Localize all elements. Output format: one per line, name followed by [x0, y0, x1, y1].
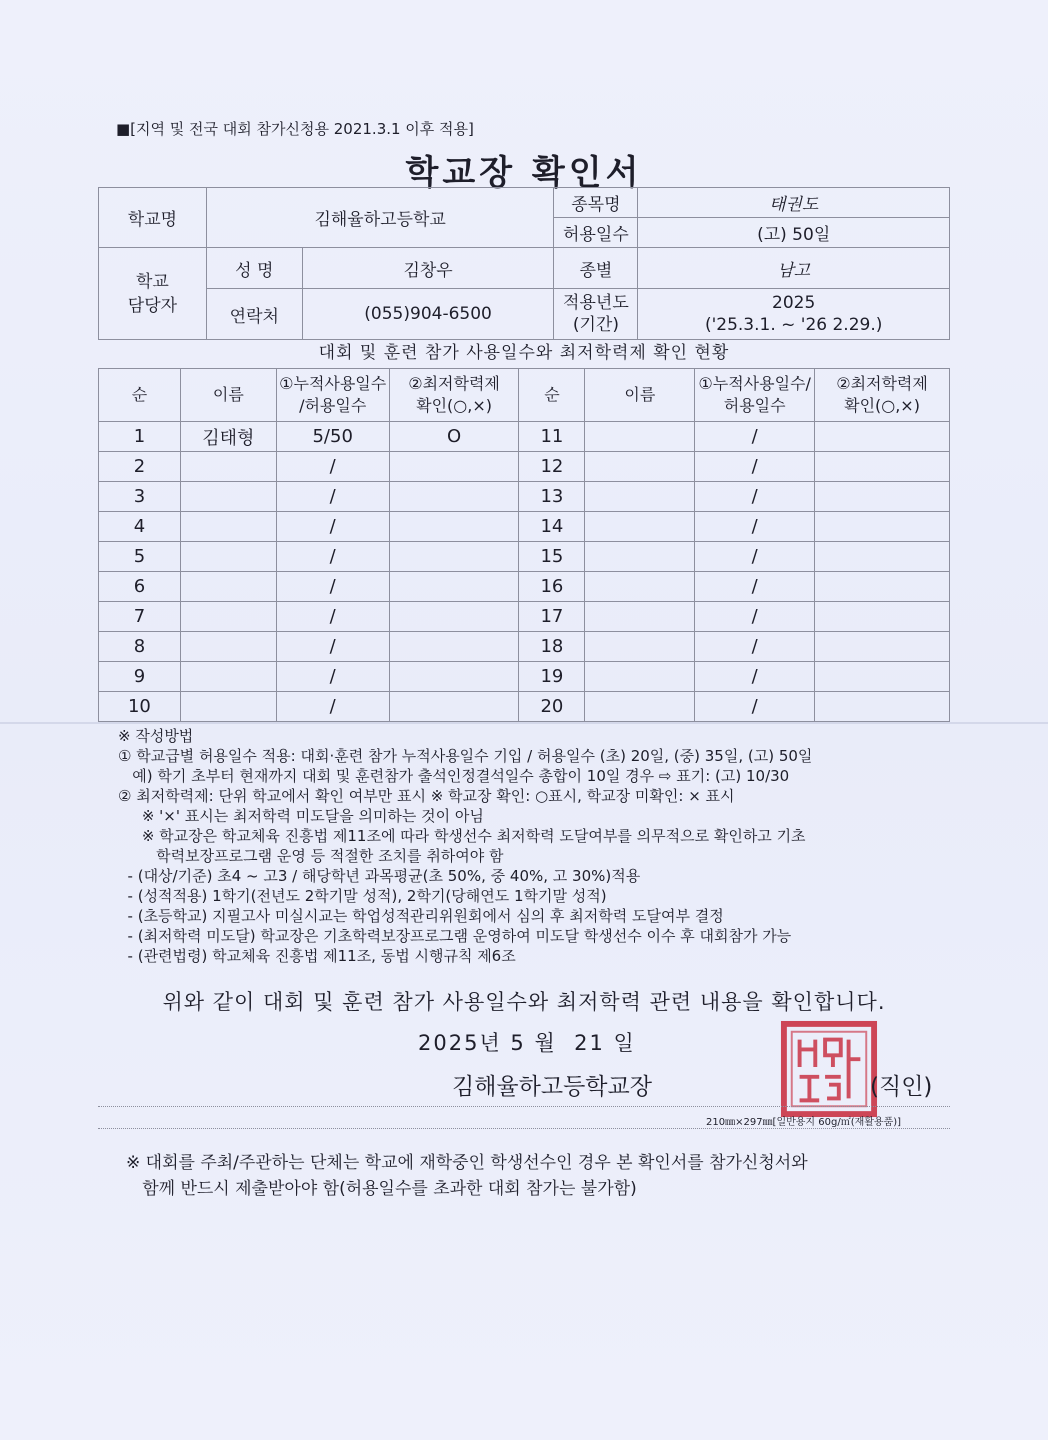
row-check	[389, 452, 519, 482]
row-days: /	[695, 692, 815, 722]
row-days: /	[276, 512, 389, 542]
row-name	[585, 572, 695, 602]
official-seal-stamp	[780, 1020, 878, 1118]
row-check	[389, 662, 519, 692]
row-check	[815, 692, 950, 722]
notes-block	[118, 726, 812, 966]
row-no: 8	[99, 632, 181, 662]
header-check: ②최저학력제 확인(○,×)	[815, 369, 950, 422]
principal-name: 김해율하고등학교장	[452, 1074, 652, 1100]
row-check	[389, 692, 519, 722]
contact-value: (055)904-6500	[302, 289, 554, 340]
row-name	[585, 482, 695, 512]
row-days: /	[276, 572, 389, 602]
row-no: 1	[99, 422, 181, 452]
note-line: 예) 학기 초부터 현재까지 대회 및 훈련참가 출석인정결석일수 총합이 10일 경우 ⇨ 표기: (고) 10/30	[118, 767, 790, 785]
row-no: 15	[519, 542, 585, 572]
row-check	[815, 572, 950, 602]
school-name: 김해율하고등학교	[206, 188, 554, 248]
row-check	[815, 632, 950, 662]
table-row	[99, 512, 950, 542]
row-days: /	[695, 542, 815, 572]
category-value: 남고	[638, 248, 950, 289]
row-check	[389, 482, 519, 512]
row-name	[585, 452, 695, 482]
row-name	[585, 422, 695, 452]
seal-label: (직인)	[870, 1074, 933, 1100]
category-label: 종별	[554, 248, 638, 289]
row-days: /	[695, 602, 815, 632]
row-name: 김태형	[180, 422, 276, 452]
row-days: /	[695, 422, 815, 452]
row-no: 7	[99, 602, 181, 632]
row-days: /	[695, 572, 815, 602]
table-row	[99, 572, 950, 602]
row-name	[180, 692, 276, 722]
allowed-days-label: 허용일수	[554, 218, 638, 248]
row-name	[585, 632, 695, 662]
event-label: 종목명	[554, 188, 638, 218]
manager-label: 학교 담당자	[99, 248, 207, 340]
table-row	[99, 422, 950, 452]
note-line: ① 학교급별 허용일수 적용: 대회·훈련 참가 누적사용일수 기입 / 허용일수 (초) 20일, (중) 35일, (고) 50일	[118, 747, 813, 765]
row-days: /	[695, 662, 815, 692]
row-no: 3	[99, 482, 181, 512]
row-name	[180, 662, 276, 692]
note-line: ※ 작성방법	[118, 727, 194, 745]
table-row	[99, 602, 950, 632]
header-note: ■[지역 및 전국 대회 참가신청용 2021.3.1 이후 적용]	[116, 120, 474, 138]
apply-year-label: 적용년도 (기간)	[554, 289, 638, 340]
row-name	[180, 602, 276, 632]
table-row	[99, 662, 950, 692]
row-days: /	[276, 602, 389, 632]
row-check	[815, 482, 950, 512]
row-name	[585, 662, 695, 692]
name-value: 김창우	[302, 248, 554, 289]
confirm-statement: 위와 같이 대회 및 훈련 참가 사용일수와 최저학력 관련 내용을 확인합니다.	[162, 990, 886, 1014]
footer-line: ※ 대회를 주최/주관하는 단체는 학교에 재학중인 학생선수인 경우 본 확인서를 참가신청서와	[126, 1153, 808, 1173]
row-check	[815, 452, 950, 482]
note-line: - (대상/기준) 초4 ~ 고3 / 해당학년 과목평균(초 50%, 중 40%, 고 30%)적용	[118, 867, 641, 885]
fold-line	[0, 722, 1048, 724]
row-no: 14	[519, 512, 585, 542]
row-no: 9	[99, 662, 181, 692]
row-days: /	[276, 542, 389, 572]
note-line: - (초등학교) 지필고사 미실시교는 학업성적관리위원회에서 심의 후 최저학력 도달여부 결정	[118, 907, 724, 925]
row-check	[815, 602, 950, 632]
header-days: ①누적사용일수 /허용일수	[276, 369, 389, 422]
section-title: 대회 및 훈련 참가 사용일수와 최저학력제 확인 현황	[318, 343, 730, 363]
row-no: 19	[519, 662, 585, 692]
row-days: /	[695, 632, 815, 662]
row-no: 5	[99, 542, 181, 572]
footer-line: 함께 반드시 제출받아야 함(허용일수를 초과한 대회 참가는 불가함)	[126, 1179, 637, 1199]
row-name	[180, 512, 276, 542]
event-value: 태권도	[638, 188, 950, 218]
row-no: 20	[519, 692, 585, 722]
row-check	[389, 602, 519, 632]
row-name	[585, 602, 695, 632]
note-line: - (관련법령) 학교체육 진흥법 제11조, 동법 시행규칙 제6조	[118, 947, 516, 965]
footer-notice	[126, 1150, 808, 1202]
row-name	[180, 632, 276, 662]
divider	[98, 1106, 950, 1107]
header-name: 이름	[180, 369, 276, 422]
table-row	[99, 542, 950, 572]
row-name	[180, 452, 276, 482]
note-line: - (성적적용) 1학기(전년도 2학기말 성적), 2학기(당해연도 1학기말 성적)	[118, 887, 607, 905]
row-no: 11	[519, 422, 585, 452]
row-no: 2	[99, 452, 181, 482]
row-check	[389, 632, 519, 662]
note-line: 학력보장프로그램 운영 등 적절한 조치를 취하여야 함	[118, 847, 504, 865]
row-name	[180, 482, 276, 512]
row-days: /	[695, 482, 815, 512]
header-name: 이름	[585, 369, 695, 422]
row-check	[815, 662, 950, 692]
name-label: 성 명	[206, 248, 302, 289]
row-check	[389, 572, 519, 602]
divider	[98, 1128, 950, 1129]
allowed-days-value: (고) 50일	[638, 218, 950, 248]
issue-date: 2025년 5 월 21 일	[418, 1031, 636, 1055]
table-row	[99, 632, 950, 662]
row-check	[389, 542, 519, 572]
row-name	[585, 542, 695, 572]
row-no: 17	[519, 602, 585, 632]
usage-table	[98, 368, 950, 722]
info-table	[98, 187, 950, 340]
row-days: /	[695, 512, 815, 542]
note-line: ② 최저학력제: 단위 학교에서 확인 여부만 표시 ※ 학교장 확인: ○표시, 학교장 미확인: × 표시	[118, 787, 735, 805]
row-no: 6	[99, 572, 181, 602]
row-check	[815, 542, 950, 572]
row-check: O	[389, 422, 519, 452]
row-no: 13	[519, 482, 585, 512]
row-name	[585, 512, 695, 542]
row-days: /	[276, 632, 389, 662]
table-row	[99, 692, 950, 722]
row-check	[389, 512, 519, 542]
paper-spec: 210㎜×297㎜[일반용지 60g/㎡(재활용품)]	[706, 1117, 902, 1128]
note-line: ※ '×' 표시는 최저학력 미도달을 의미하는 것이 아님	[118, 807, 484, 825]
row-days: /	[695, 452, 815, 482]
row-name	[180, 542, 276, 572]
contact-label: 연락처	[206, 289, 302, 340]
row-no: 16	[519, 572, 585, 602]
school-label: 학교명	[99, 188, 207, 248]
note-line: ※ 학교장은 학교체육 진흥법 제11조에 따라 학생선수 최저학력 도달여부를 의무적으로 확인하고 기초	[118, 827, 806, 845]
row-check	[815, 512, 950, 542]
note-line: - (최저학력 미도달) 학교장은 기초학력보장프로그램 운영하여 미도달 학생선수 이수 후 대회참가 가능	[118, 927, 792, 945]
row-no: 4	[99, 512, 181, 542]
row-days: /	[276, 692, 389, 722]
row-days: /	[276, 662, 389, 692]
header-no: 순	[99, 369, 181, 422]
row-name	[180, 572, 276, 602]
row-no: 18	[519, 632, 585, 662]
row-check	[815, 422, 950, 452]
table-row	[99, 452, 950, 482]
row-no: 12	[519, 452, 585, 482]
row-days: 5/50	[276, 422, 389, 452]
apply-year-value: 2025 ('25.3.1. ~ '26 2.29.)	[638, 289, 950, 340]
header-check: ②최저학력제 확인(○,×)	[389, 369, 519, 422]
row-days: /	[276, 452, 389, 482]
row-name	[585, 692, 695, 722]
row-no: 10	[99, 692, 181, 722]
header-days: ①누적사용일수/ 허용일수	[695, 369, 815, 422]
table-row	[99, 482, 950, 512]
document-title: 학교장 확인서	[405, 153, 643, 193]
row-days: /	[276, 482, 389, 512]
header-no: 순	[519, 369, 585, 422]
